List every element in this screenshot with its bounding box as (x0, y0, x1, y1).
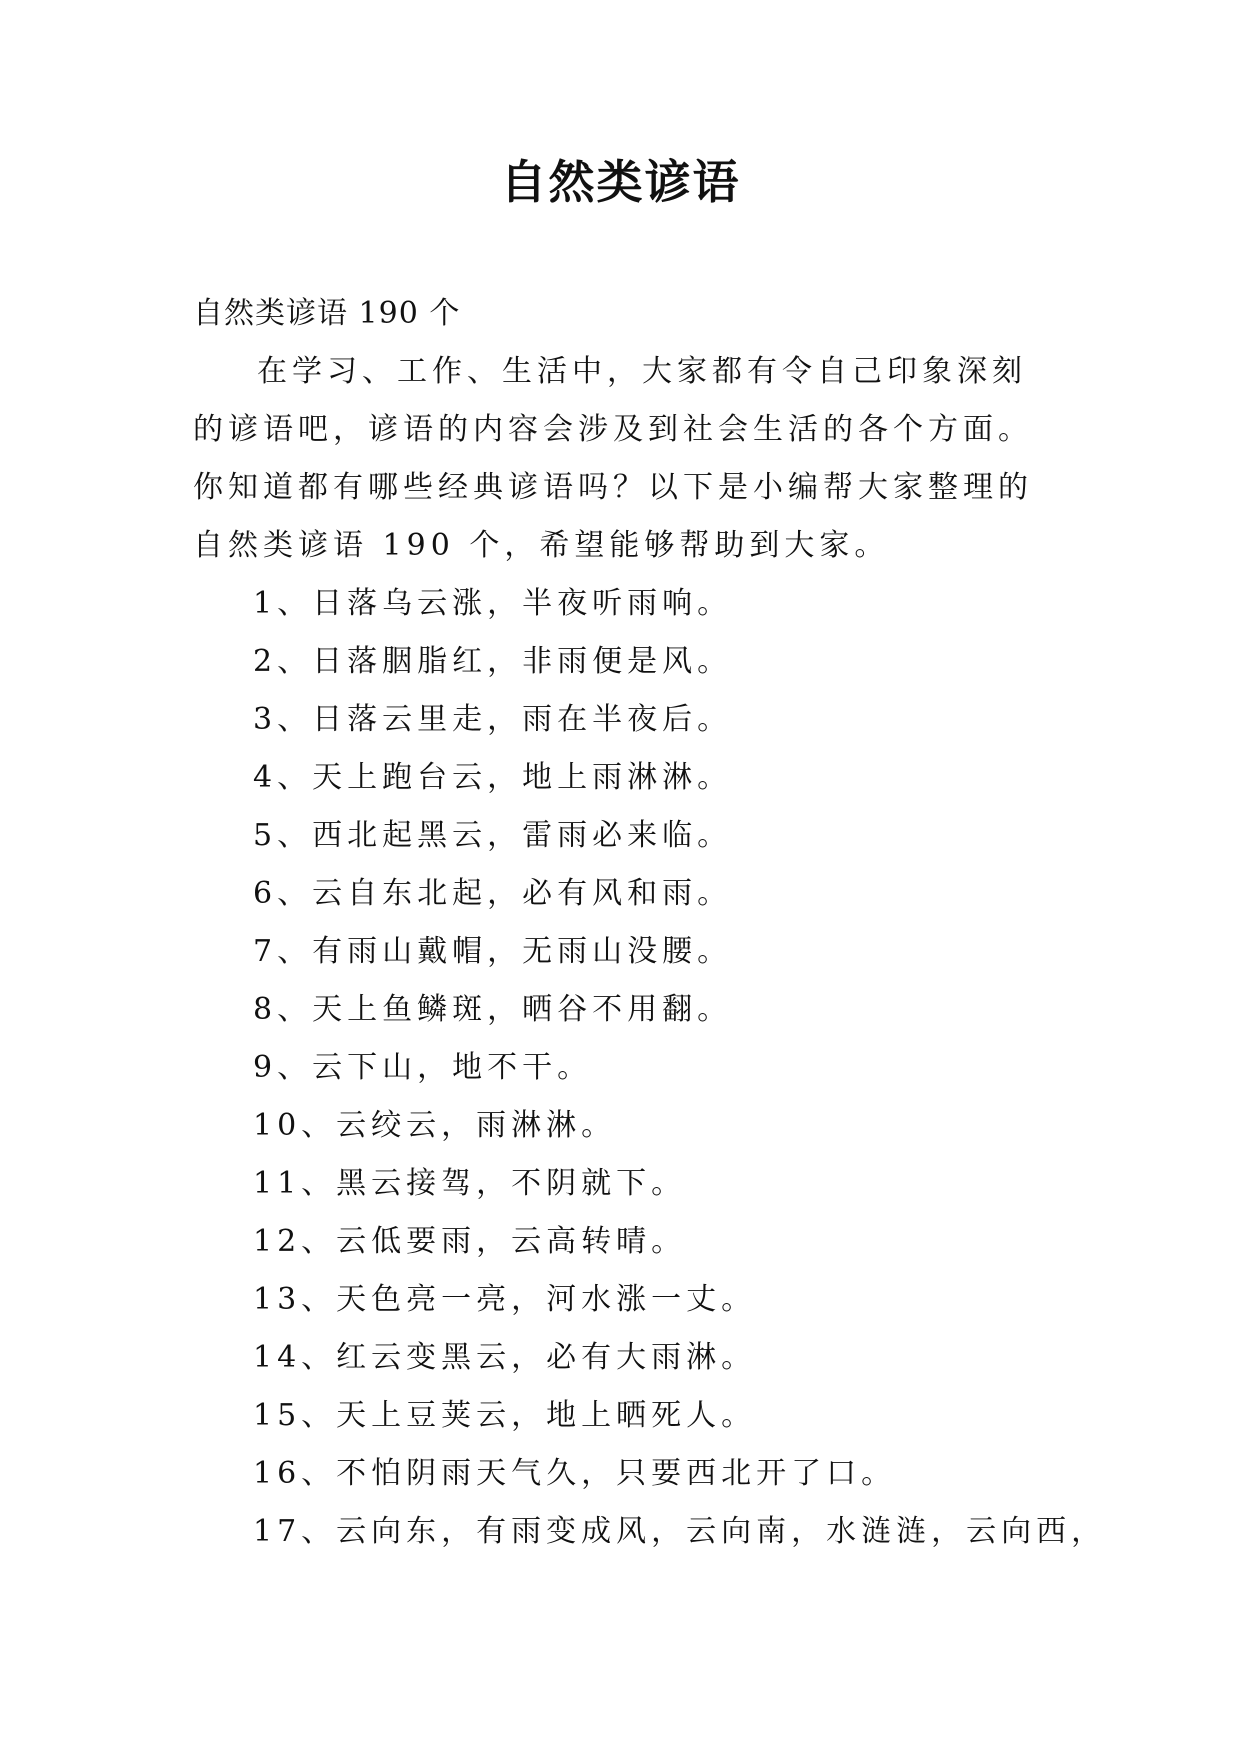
subtitle: 自然类谚语 190 个 (193, 296, 461, 331)
proverb-item: 2、日落胭脂红，非雨便是风。 (253, 644, 733, 679)
proverb-item: 3、日落云里走，雨在半夜后。 (253, 702, 733, 737)
proverb-item: 13、天色亮一亮，河水涨一丈。 (253, 1282, 757, 1317)
proverb-item: 17、云向东，有雨变成风，云向南，水涟涟，云向西， (253, 1514, 1107, 1549)
proverb-item: 5、西北起黑云，雷雨必来临。 (253, 818, 733, 853)
proverb-item: 1、日落乌云涨，半夜听雨响。 (253, 586, 733, 621)
intro-paragraph: 在学习、工作、生活中，大家都有令自己印象深刻的谚语吧，谚语的内容会涉及到社会生活的各个方面。你知道都有哪些经典谚语吗？以下是小编帮大家整理的自然类谚语 190 个，希望能够帮助到大家。 (193, 354, 1033, 563)
proverb-item: 8、天上鱼鳞斑，晒谷不用翻。 (253, 992, 733, 1027)
proverb-item: 9、云下山，地不干。 (253, 1050, 593, 1085)
proverb-item: 11、黑云接驾，不阴就下。 (253, 1166, 687, 1201)
document-body (193, 285, 1107, 1561)
proverb-item: 7、有雨山戴帽，无雨山没腰。 (253, 934, 733, 969)
proverb-item: 16、不怕阴雨天气久，只要西北开了口。 (253, 1456, 897, 1491)
proverb-item: 10、云绞云，雨淋淋。 (253, 1108, 617, 1143)
document-title: 自然类谚语 (500, 155, 741, 209)
proverb-item: 12、云低要雨，云高转晴。 (253, 1224, 687, 1259)
proverb-item: 14、红云变黑云，必有大雨淋。 (253, 1340, 757, 1375)
proverb-item: 15、天上豆荚云，地上晒死人。 (253, 1398, 757, 1433)
proverb-item: 6、云自东北起，必有风和雨。 (253, 876, 733, 911)
proverb-item: 4、天上跑台云，地上雨淋淋。 (253, 760, 733, 795)
